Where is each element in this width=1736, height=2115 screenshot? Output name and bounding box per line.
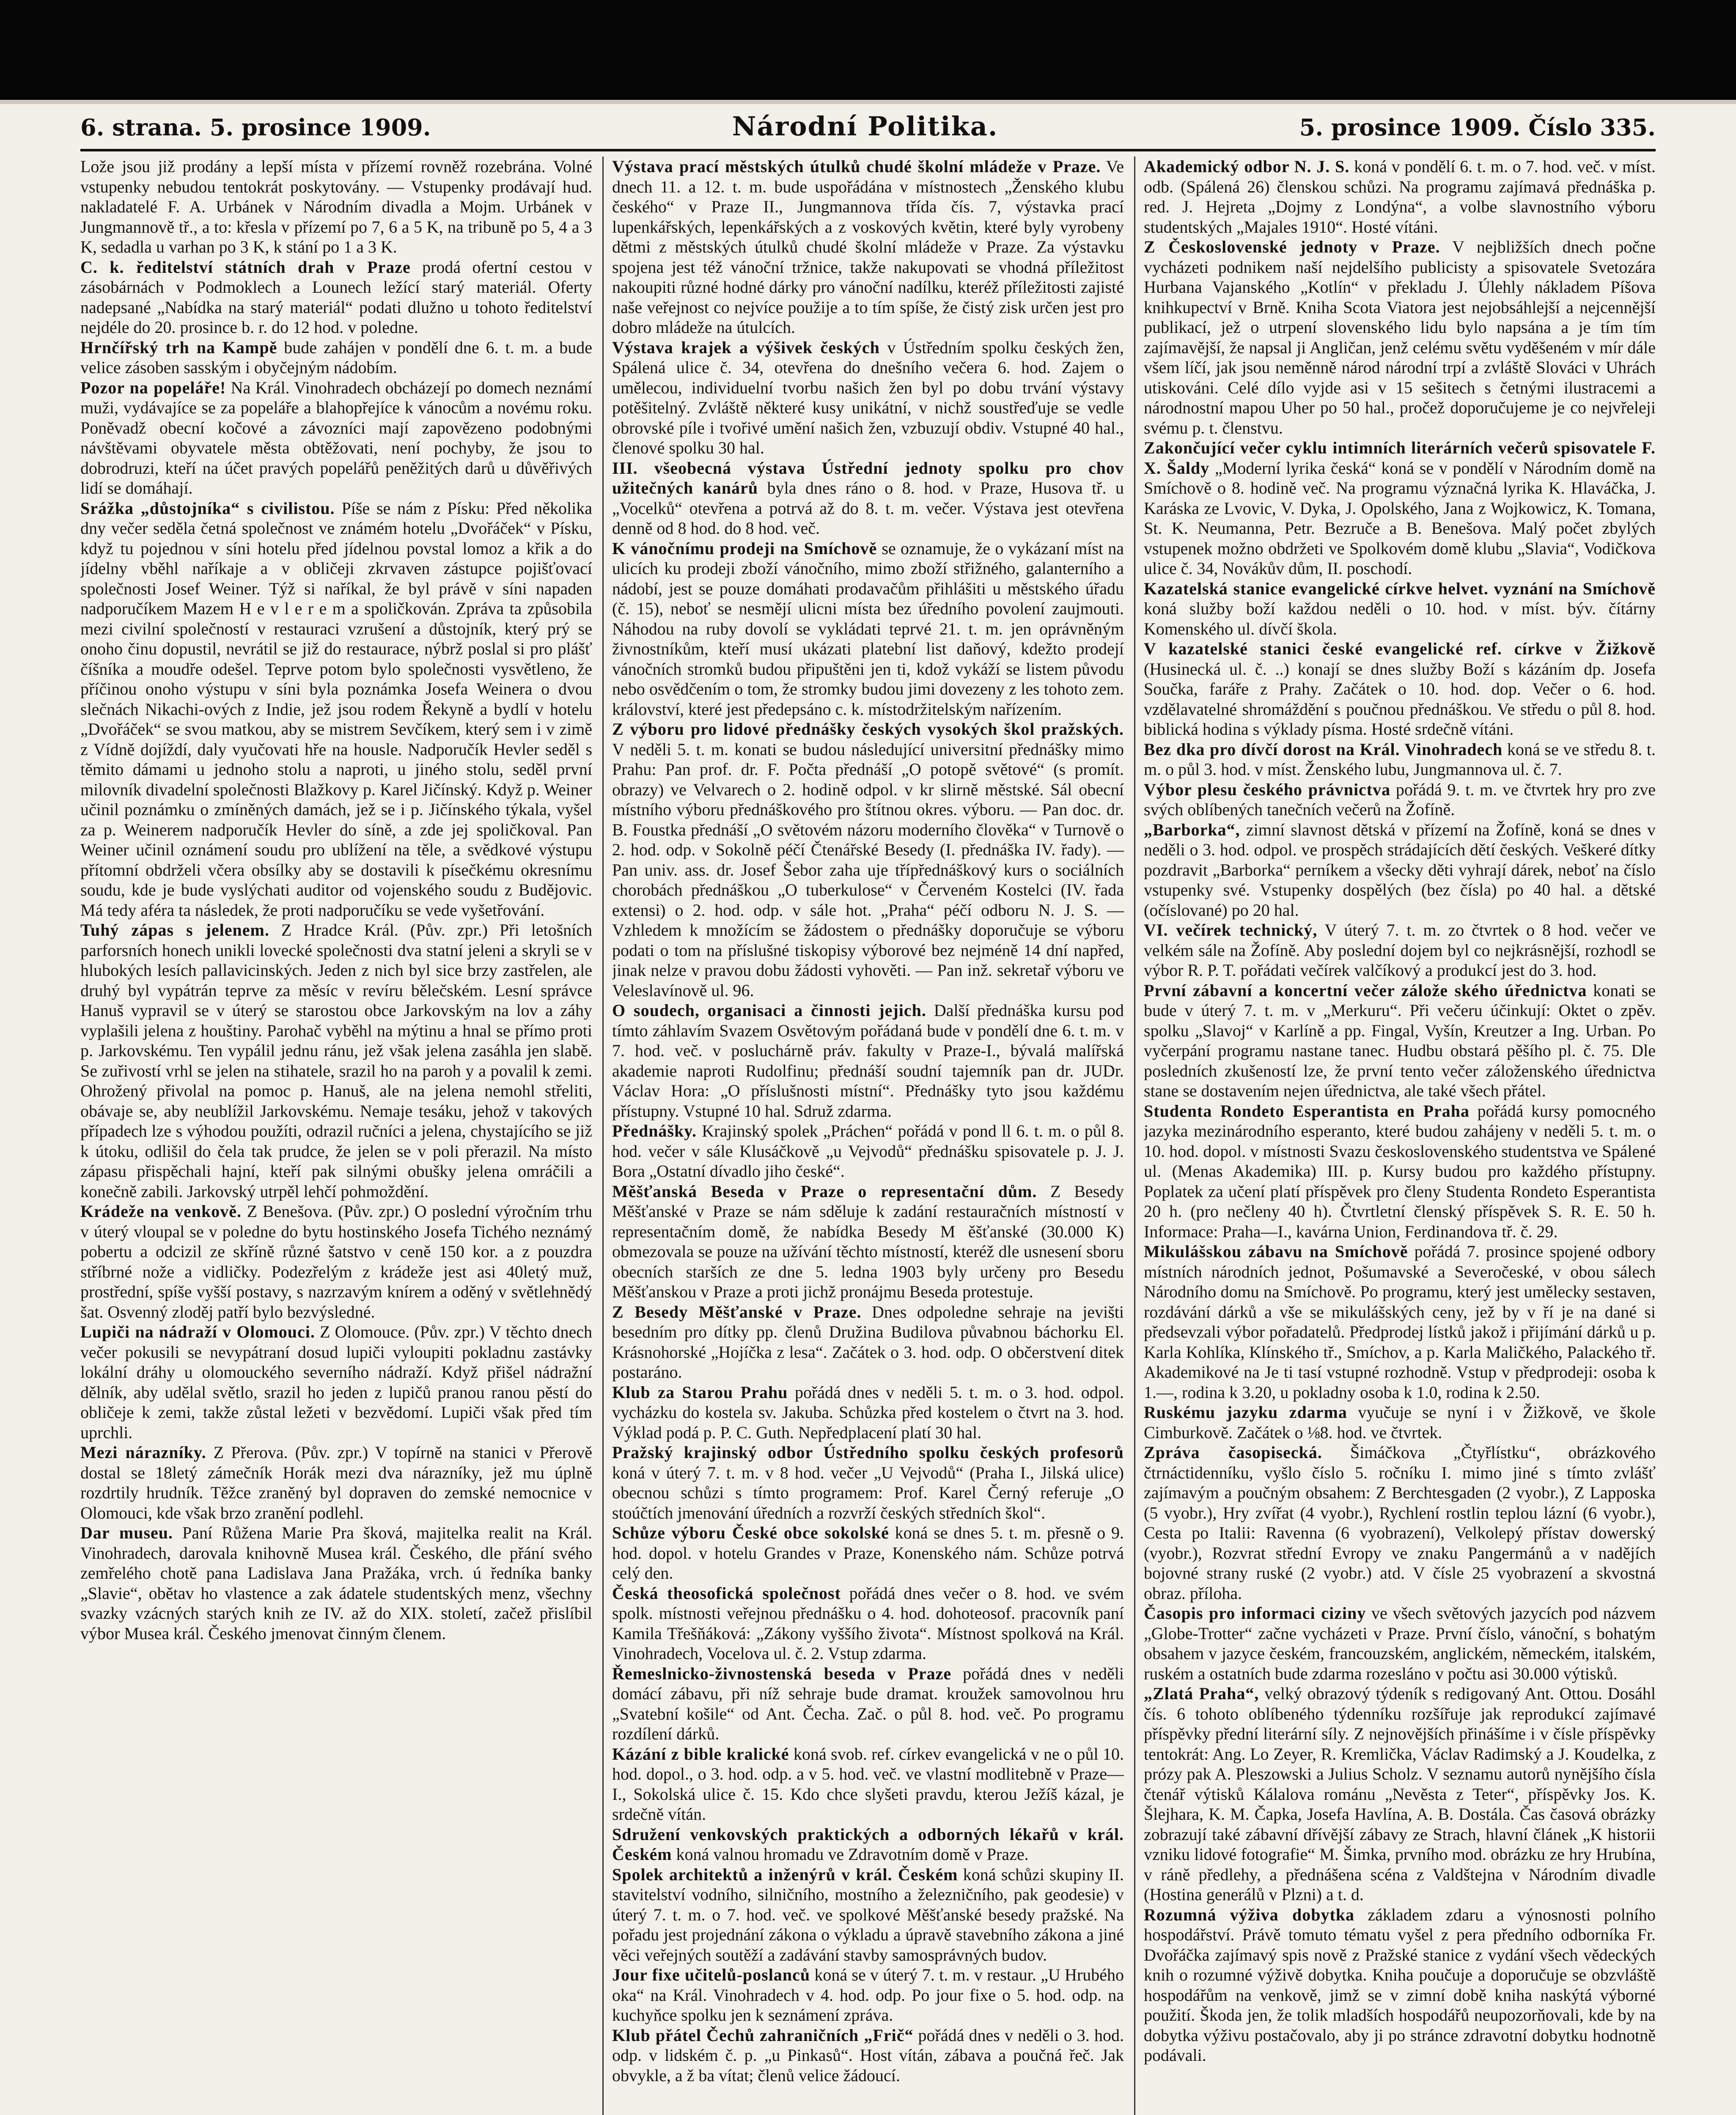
news-item-text: koná se dnes 5. t. m. přesně o 9. hod. dopol. v hotelu Grandes v Praze, Konenského nám. Schůze potrvá celý den. [612,1523,1124,1582]
news-item-text: koná schůzi skupiny II. stavitelství vodního, silničního, mostního a železničního, pak geodesie) v úterý 7. t. m. o 7. hod. več. ve spolkové Měšťanské besedy pražské. Na pořadu jest projednání zákona o výkladu a úpravě stavebního zákona a jiné věci veřejných soutěží a zadávání stavby samosprávných budov. [612,1865,1124,1964]
news-item [1144,639,1656,739]
news-item [80,257,592,338]
news-item-text: Paní Růžena Marie Pra šková, majitelka realit na Král. Vinohradech, darovala knihovně Musea král. Českého, dle přání svého zemřelého chotě pana Ladislava Jana Pražáka, vrch. ú ředníka banky „Slavie“, obětav ho vlastence a zak ádatele studentských menz, všechny svazky vzácných starých knih ze IV. až do XIX. století, začež přislíbil výbor Musea král. Českého jmenovat činným členem. [80,1523,592,1643]
news-item-text: koná valnou hromadu ve Zdravotním domě v Praze. [676,1845,1029,1864]
news-item-heading: K vánočnímu prodeji na Smíchově [612,538,877,558]
news-item-text: v Ústředním spolku českých žen, Spálená ulice č. 34, otevřena do dnešního večera 6. hod. Zajem o umělecou, individuelní tvorbu našich žen byl po dobu trvání výstavy potěšitelný. Zvláště některé kusy unikátní, v nichž soustřeďuje se vedle obrovské píle i tvořivé umění našich žen, vzbuzují obdiv. Vstupné 40 hal., členové spolku 30 hal. [612,338,1124,457]
news-item-text: Ve dnech 11. a 12. t. m. bude uspořádána v místnostech „Ženského klubu českého“ v Praze II., Jungmannova třída čís. 7, výstavka prací lupenkářských, lepenkářských a z voskových květin, které byly vyrobeny dětmi z městských útulků chudé školní mládeže v Praze. Za výstavku spojena jest též vánoční tržnice, takže nakupovati se vhodná příležitost nakoupiti různé hodné dárky pro vánoční nadílku, kteréž příležitosti zajisté naše veřejnost co nejvíce použije a to tím spíše, že čistý zisk určen jest pro dobro mládeže na útulcích. [612,157,1124,337]
news-item-heading: Sdružení venkovských praktických a odborných lékařů v král. Českém [612,1824,1124,1864]
news-item [80,498,592,920]
news-item-text: V úterý 7. t. m. zo čtvrtek o 8 hod. večer ve velkém sále na Žofíně. Aby poslední dojem byl co nejkrásnější, rozhodl se výbor R. P. T. pořádati večírek valčíkový a produkcí jest do 3. hod. [1144,920,1656,980]
news-item [612,1865,1124,1965]
scan-border-top [0,0,1736,100]
news-item-heading: Z Československé jednoty v Praze. [1144,237,1440,256]
news-item-text: ve všech světových jazycích pod názvem „Globe-Trotter“ začne vycházeti v Praze. První číslo, vánoční, s bohatým obsahem v jazyce českém, francouzském, anglickém, německém, italském, ruském a ostatních bude zdarma rozesláno v počtu asi 30.000 výtisků. [1144,1604,1656,1683]
news-item [1144,157,1656,237]
news-item-text: pořádá dnes večer o 8. hod. ve svém spolk. místnosti veřejnou přednášku o 4. hod. dohoteosof. pracovník paní Kamila Třešňáková: „Zákony vyššího života“. Místnost spolková na Král. Vinohradech, Vocelova ul. č. 2. Vstup zdarma. [612,1583,1124,1663]
news-item-text: velký obrazový týdeník s redigovaný Ant. Ottou. Dosáhl čís. 6 tohoto oblíbeného týdenníku rozšířuje jak reprodukcí zajímavé příspěvky přední literární síly. Z nejnovějších přinášíme i v čísle příspěvky tentokrát: Ang. Lo Zeyer, R. Kremlička, Václav Radimský a J. Koudelka, z prózy pak A. Pleszowski a Julius Scholz. V seznamu autorů nynějšího čísla čtenář výtisků Kálalova románu „Nevěsta z Teter“, příspěvky Jos. K. Šlejhara, K. M. Čapka, Josefa Havlína, A. B. Dostála. Čas časová obrázky zobrazují také zábavní dřívější zábavy ze Strach, hlavní článek „K historii vzniku lidové fotografie“ M. Šimka, prvního mod. obrázku ze hry Hrubína, v ráně předlehy, a přednášena scéna z Valdštejna v Národním divadle (Hostina generálů v Plzni) a t. d. [1144,1684,1656,1904]
news-item [80,338,592,378]
news-item-heading: Tuhý zápas s jelenem. [80,920,269,939]
news-item [612,1181,1124,1302]
news-item-heading: Studenta Rondeto Esperantista en Praha [1144,1101,1470,1121]
news-item [1144,1442,1656,1603]
news-item-heading: Přednášky. [612,1121,697,1140]
news-item-text: pořádá dnes v neděli o 3. hod. odp. v lidském č. p. „u Pinkasů“. Host vítán, zábava a poučná řeč. Jak obvykle, a ž ba vítat; členů velice žádoucí. [612,2025,1124,2085]
news-item [1144,1905,1656,2066]
news-item [80,1523,592,1643]
news-item [1144,1101,1656,1242]
news-item-heading: Mikulášskou zábavu na Smíchově [1144,1242,1408,1261]
news-item-heading: Pražský krajinský odbor Ústředního spolku českých profesorů [612,1443,1124,1462]
news-item [1144,920,1656,981]
news-item-text: pořádá 7. prosince spojené odbory místních národních jednot, Pošumavské a Severočeské, v obou sálech Národního domu na Smíchově. Po programu, který jest umělecky sestaven, rozdávání dárků a vše se mikulášských ceny, jež by v ří je na dané si předsevzali výbor pořadatelů. Předprodej lístků jakož i přijímání dárků u p. Karla Kohlíka, Klínského tř., Smíchov, a p. Karla Maličkého, Palackého tř. Akademikové na Je ti tasí vstupné rozhodně. Vstup v předprodeji: osoba k 1.—, rodina k 3.20, u pokladny osoba k 1.0, rodina k 2.50. [1144,1242,1656,1402]
news-item-heading: „Zlatá Praha“, [1144,1684,1259,1703]
news-item-heading: Česká theosofická společnost [612,1583,841,1603]
news-item-heading: Srážka „důstojníka“ s civilistou. [80,498,335,518]
news-item-heading: Schůze výboru České obce sokolské [612,1523,889,1542]
news-item-heading: Kazatelská stanice evangelické církve helvet. vyznání na Smíchově [1144,579,1656,598]
news-item-text: pořádá dnes v neděli domácí zábavu, při níž sehraje bude dramat. kroužek samovolnou hru „Svatební košile“ od Ant. Čecha. Zač. o půl 8. hod. več. Po programu rozdílení dárků. [612,1664,1124,1743]
masthead-title: Národní Politika. [732,111,998,142]
news-item-text: pořádá kursy pomocného jazyka mezinárodního esperanto, které budou zahájeny v neděli 5. t. m. o 10. hod. dopol. v místnosti Svazu československého studentstva ve Spálené ul. (Menas Akademika) III. p. Kursy budou pro každého přístupny. Poplatek za učení platí příspěvek pro členy Studenta Rondeto Esperantista 20 h. (pro nečleny 40 h). Čtvrtletní členský příspěvek S. R. E. 50 h. Informace: Praha—I., kavárna Union, Ferdinandova tř. č. 29. [1144,1101,1656,1241]
news-item-heading: Mezi nárazníky. [80,1443,206,1462]
news-item-heading: Kázání z bible kralické [612,1744,789,1763]
news-item [612,2025,1124,2086]
news-item-text: Z Hradce Král. (Pův. zpr.) Při letošních parforsních honech unikli lovecké společnosti dva statní jeleni a skryli se v hlubokých lesích pallavicinských. Jeden z nich byl sice brzy zastřelen, ale druhý byl vypátrán teprve za měsíc v revíru bělečském. Lesní správce Hanuš vypravil se v úterý se starostou obce Jarkovským na lov a záhy vyplašili jelena z houštiny. Parohač vyběhl na mýtinu a hnal se přímo proti p. Jarkovskému. Ten vypálil jednu ránu, jež však jelena zasáhla jen slabě. Se zuřivostí vrhl se jelen na stihatele, srazil ho na paroh y a povalil k zemi. Ohrožený přivolal na pomoc p. Hanuš, ale na jelena nemohl střeliti, obávaje se, aby neublížil Jarkovskému. Nemaje tesáku, jehož v takových případech lze s výhodou použíti, odrazil ručníci a jelena, chystajícího se již k útoku, odlišil do čela tak prudce, že jelen se v poli přerazil. Na místo zápasu přispěchali hajní, kteří pak silnými obušky jelena omráčili a konečně zabili. Jarkovský utrpěl lehčí pohmoždění. [80,920,592,1201]
news-item-text: Dnes odpoledne sehraje na jevišti besedním pro dítky pp. členů Družina Budilova půvabnou báchorku El. Krásnohorské „Hojíčka z lesa“. Začátek o 3. hod. odp. O občerstvení ditek postaráno. [612,1302,1124,1382]
news-item-text: Píše se nám z Písku: Před několika dny večer seděla četná společnost ve známém hotelu „Dvořáček“ v Písku, když tu pojednou v síni hotelu před jídelnou povstal lomoz a křik a do jídelny vběhl naříkaje a v obličeji zkrvaven zástupce pojišťovací společnosti Josef Weiner. Týž si naříkal, že byl právě v síni napaden nadporučíkem Mazem H e v l e r e m a spoličkován. Zpráva ta způsobila mezi civilní společností v restauraci vzrušení a důstojník, který prý se onoho činu dopustil, nevrátil se již do restaurace, nýbrž poslal si pro plášť číšníka a moudře odešel. Teprve potom bylo společnosti vysvětleno, že příčinou onoho výstupu v síni byla poznámka Josefa Weinera o dvou slečnách Nikachi-ových z Indie, jež jsou rodem Řekyně a bydlí v hotelu „Dvořáček“ se svou matkou, aby se mistrem Sevčíkem, který sem i v zimě z Vídně dojíždí, daly vyučovati hře na housle. Nadporučík Hevler seděl s těmito dámami u jednoho stolu a naproti, u jiného stolu, seděl první milovník divadelní společnosti Blažkovy p. Karel Jičínský. Když p. Weiner učinil poznámku o zmíněných damách, jež se i p. Jičínského týkala, vyšel za p. Weinerem nadporučík Hevler do síně, a zde jej spoličkoval. Pan Weiner učinil oznámení soudu pro ublížení na těle, a svědkové výstupu přítomní obdrželi včera obsílky aby se dostavili k písečkému okresnímu soudu, kde je bude vyslýchati auditor od vojenského soudu z Budějovic. Má tedy aféra ta následek, že proti nadporučíku se vede vyšetřování. [80,498,592,920]
news-item [612,1744,1124,1824]
news-item-heading: C. k. ředitelství státních drah v Praze [80,257,411,277]
news-item [1144,438,1656,579]
news-item-heading: Pozor na popeláře! [80,378,226,397]
news-item [612,1302,1124,1382]
news-item [80,920,592,1201]
news-item-heading: Měšťanská Beseda v Praze o representační dům. [612,1181,1037,1201]
news-item-text: pořádá dnes v neděli 5. t. m. o 3. hod. odpol. vycházku do kostela sv. Jakuba. Schůzka před kostelem o čtvrt na 3. hod. Výklad podá p. P. C. Guth. Nepředplacení platí 30 hal. [612,1382,1124,1442]
news-item [1144,1242,1656,1402]
news-item [1144,1402,1656,1442]
news-item-heading: Výstava krajek a výšivek českých [612,338,880,357]
news-item-heading: Rozumná výživa dobytka [1144,1905,1355,1924]
news-item-heading: Zakončující večer cyklu intimních literárních večerů spisovatele F. X. Šaldy [1144,438,1656,478]
scan-edge [0,100,1736,104]
news-item [612,1442,1124,1523]
news-item [1144,1603,1656,1684]
news-item-text: Lože jsou již prodány a lepší místa v přízemí rovněž rozebrána. Volné vstupenky nebudou tentokrát poskytovány. — Vstupenky prodávají hud. nakladatelé F. A. Urbánek v Národním divadla a Mojm. Urbánek v Jungmannově tř., a to: křesla v přízemí po 7, 6 a 5 K, na tribuně po 5, 4 a 3 K, sedadla u varhan po 3 K, k stání po 1 a 3 K. [80,157,592,256]
news-item-text: „Moderní lyrika česká“ koná se v pondělí v Národním domě na Smíchově o 8. hodině več. Na programu význačná lyrika K. Hlaváčka, J. Karáska ze Lvovic, V. Dyka, J. Opolského, Jana z Wojkowicz, K. Tomana, St. K. Neumanna, Petr. Bezruče a B. Benešova. Malý počet zbylých vstupenek možno obdržeti ve Spolkovém domě klubu „Slavia“, Vodičkova ulice č. 34, Novákův dům, II. poschodí. [1144,458,1656,578]
news-item-text: koná se ve středu 8. t. m. o půl 3. hod. v míst. Ženského lubu, Jungmannova ul. č. 7. [1144,739,1656,779]
news-item-text: koná svob. ref. církev evangelická v ne o půl 10. hod. dopol., o 3. hod. odp. a v 5. hod. več. ve vlastní modlitebně v Praze—I., Sokolská ulice č. 15. Kdo chce slyšeti pravdu, kterou Ježíš kázal, je srdečně vítán. [612,1744,1124,1824]
news-item-text: byla dnes ráno o 8. hod. v Praze, Husova tř. u „Vocelků“ otevřena a potrvá až do 8. t. m. večer. Výstava jest otevřena denně od 8 hod. do 8 hod. več. [612,478,1124,538]
news-item-heading: Dar museu. [80,1523,173,1542]
news-item [80,1442,592,1523]
news-item-text: (Husinecká ul. č. ..) konají se dnes služby Boží s kázáním dp. Josefa Součka, faráře z Prahy. Začátek o 10. hod. dop. Večer o 6. hod. vzdělavatelné shromáždění s poučnou přednáškou. Ve středu o půl 8. hod. biblická hodina s výklady písma. Hosté srdečně vítáni. [1144,659,1656,739]
news-item-heading: Zpráva časopisecká. [1144,1443,1322,1462]
column-1 [80,157,592,2115]
news-item [612,719,1124,1000]
page-header [80,111,1656,149]
news-item-text: pořádá 9. t. m. ve čtvrtek hry pro zve svých oblíbených tanečních večerů na Žofíně. [1144,780,1656,819]
news-item-heading: Klub za Starou Prahu [612,1382,788,1402]
news-item-text: Další přednáška kursu pod tímto záhlavím Svazem Osvětovým pořádaná bude v pondělí dne 6. t. m. v 7. hod. več. v posluchárně práv. fakulty v Praze-I., bývalá malířská akademie naproti Rudolfinu; přednáší soudní tajemník pan dr. JUDr. Václav Hora: „O příslušnosti místní“. Přednášky tyto jsou každému přístupny. Vstupné 10 hal. Sdruž zdarma. [612,1001,1124,1121]
news-item [612,1000,1124,1121]
news-item-heading: Jour fixe učitelů-poslanců [612,1965,810,1984]
news-item-heading: Bez dka pro dívčí dorost na Král. Vinohradech [1144,739,1503,759]
news-item-text: Z Přerova. (Pův. zpr.) V topírně na stanici v Přerově dostal se 18letý zámečník Horák mezi dva nárazníky, jež mu úplně rozdrtily hrudník. Těžce zraněný byl dopraven do zemské nemocnice v Olomouci, kde však brzo zranění podlehl. [80,1443,592,1522]
news-item-heading: III. všeobecná výstava Ústřední jednoty spolku pro chov užitečných kanárů [612,458,1124,497]
news-item [612,1824,1124,1865]
header-date-right: 5. prosince 1909. Číslo 335. [1299,114,1656,141]
news-item [1144,1684,1656,1905]
news-item [612,157,1124,338]
news-item-text: prodá ofertní cestou v zásobárnách v Podmoklech a Lounech ležící starý materiál. Oferty nadepsané „Nabídka na starý materiál“ podati dlužno u tohoto ředitelství nejdéle do 20. prosince b. r. do 12 hod. v poledne. [80,257,592,337]
news-item-text: zimní slavnost dětská v přízemí na Žofíně, koná se dnes v neděli o 3. hod. odpol. ve prospěch strádajících dětí českých. Veškeré dítky pozdravit „Barborka“ perníkem a všecky děti vyhrají dárek, neboť na číslo vstupenky své. Vstupenky dospělých (bez čísla) po 40 hal. a dětské (očíslované) po 20 hal. [1144,820,1656,920]
news-item-heading: Z Besedy Měšťanské v Praze. [612,1302,862,1321]
news-item-text: základem zdaru a výnosnosti polního hospodářství. Právě tomuto tématu vyšel z pera předního odborníka Fr. Dvořáčka zajímavý spis nově z Pražské stanice z vydání všech vědeckých knih o rozumné výživě dobytka. Kniha poučuje a doporučuje se obzvláště hospodářům na venkově, jimž se v zimní době kniha naskýtá výborné použití. Škoda jen, že tolik mladších hospodářů neupozorňovali, kde by na dobytka výživu postačovalo, aby ji po stránce zdravotní dobytku hodnotně podávali. [1144,1905,1656,2065]
news-item-heading: Výbor plesu českého právnictva [1144,780,1391,799]
news-item [80,157,592,257]
news-item-text: bude zahájen v pondělí dne 6. t. m. a bude velice zásoben sasským i obyčejným nádobím. [80,338,592,377]
news-item [80,1322,592,1442]
news-item-text: Z Benešova. (Pův. zpr.) O poslední výročním trhu v úterý vloupal se v poledne do bytu hostinského Josefa Tichého neznámý pobertu a odcizil ze skříně různé šatstvo v ceně 150 kor. a z pouzdra stříbrné nože a vidličky. Podezřelým z krádeže jest asi 40letý muž, prostřední, spíše vyšší postavy, s nazrzavým knírem a oděný v světlehnědý šat. Osvenný zloděj patří bylo bezvýsledné. [80,1202,592,1321]
news-item-heading: „Barborka“, [1144,820,1240,839]
news-item-text: vyučuje se nyní i v Žižkově, ve škole Cimburkově. Začátek o ⅛8. hod. ve čtvrtek. [1144,1403,1656,1442]
news-item [612,538,1124,720]
news-item [612,1664,1124,1744]
news-item-text: koná služby boží každou neděli o 10. hod. v míst. býv. čítárny Komenského ul. dívčí škola. [1144,599,1656,638]
news-item-text: V nejbližších dnech počne vycházeti podnikem naší nejdelšího publicisty a spisovatele Svetozára Hurbana Vajanského „Kotlín“ v překladu J. Úlehly nákladem Píšova knihkupectví v Brně. Kniha Scota Viatora jest nejobsáhlejší a nejcennější publikací, jež o utrpení slovenského lidu bylo napsána a je tím tím zajímavější, že napsal ji Angličan, jenž celému světu vyděšeném v mír dále všem líčí, jak jsou neměnně národ národní trpí a zvláště Slováci v Uhrách utiskováni. Celé dílo vyjde asi v 15 sešitech s četnými ilustracemi a národnostní mapou Uher po 50 hal., pročež doporučujeme je co nejvřeleji svému p. t. členstvu. [1144,237,1656,437]
news-item-text: Z Olomouce. (Pův. zpr.) V těchto dnech večer pokusili se nevypátraní dosud lupiči vyloupiti pokladnu zastávky lokální dráhy u olomouckého severního nádraží. Když přišel nádražní dělník, aby udělal světlo, srazil ho jeden z lupičů pranou ranou pěstí do obličeje k zemi, takže zůstal ležeti v bezvědomí. Lupiči však před tím uprchli. [80,1322,592,1442]
news-item-heading: Krádeže na venkově. [80,1202,242,1221]
news-item-heading: V kazatelské stanici české evangelické ref. církve v Žižkově [1144,639,1656,658]
column-2 [612,157,1124,2115]
news-item-heading: O soudech, organisaci a činnosti jejich. [612,1001,926,1020]
news-item [612,1121,1124,1181]
news-item-heading: Řemeslnicko-živnostenská beseda v Praze [612,1664,952,1683]
news-item-text: Šimáčkova „Čtyřlístku“, obrázkového čtrnáctidenníku, vyšlo číslo 5. ročníku I. mimo jiné s tímto zvlášť zajímavým a poučným obsahem: Z Berchtesgaden (2 vyobr.), Z Lapposka (5 vyobr.), Hry zvířat (4 vyobr.), Rychlení rostlin teplou lázní (6 vyobr.), Cesta po Italii: Ravenna (6 vyobrazení), Velkolepý přístav dowerský (vyobr.), Rozvrat střední Evropy ve znaku Pangermánů a v nadějích bojovné strany ruské (2 vyobr.) atd. V čísle 25 vyobrazení a skvostná obraz. příloha. [1144,1443,1656,1603]
column-3 [1144,157,1656,2115]
news-item [612,458,1124,538]
news-item-heading: První zábavní a koncertní večer zálože ského úřednictva [1144,981,1587,1000]
news-item-heading: Z výboru pro lidové přednášky českých vysokých škol pražských. [612,720,1124,739]
news-item-text: koná se v úterý 7. t. m. v restaur. „U Hrubého oka“ na Král. Vinohradech v 4. hod. odp. Po jour fixe o 5. hod. odp. na kuchyňce spolku jen k seznámení zpráva. [612,1965,1124,2024]
news-item-heading: VI. večírek technický, [1144,920,1318,939]
news-item-heading: Výstava prací městských útulků chudé školní mládeže v Praze. [612,157,1101,176]
news-item [612,338,1124,458]
news-item-text: V neděli 5. t. m. konati se budou následující universitní přednášky mimo Prahu: Pan prof. dr. F. Počta přednáší „O potopě světové“ (s promít. obrazy) ve Velvarech o 2. hodině odpol. v kr slirně městské. Sál obecní místního výboru přednáškového pro štítnou okres. výboru. — Pan doc. dr. B. Foustka přednáší „O světovém názoru moderního člověka“ v Turnově o 2. hod. odp. v Sokolně péčí Čtenářské Besedy (I. přednáška IV. řady). — Pan univ. ass. dr. Josef Šebor zaha uje třípřednáškový kurs o sociálních chorobách přednáškou „O tuberkulose“ v Červeném Kostelci (IV. řada extensi) o 2. hod. odp. v sále hot. „Praha“ péčí odboru N. J. S. — Vzhledem k množícím se žádostem o přednášky doporučuje se výboru podati o tom na příslušné tiskopisy výborové bez nejméně 14 dní napřed, jinak nelze v pravou dobu žádosti vyhověti. — Pan inž. sekretař výboru ve Veleslavínově ul. 96. [612,739,1124,1000]
news-item-text: se oznamuje, že o vykázaní míst na ulicích ku prodeji zboží vánočního, mimo zboží střižného, galanterního a nádobí, jest se pouze domáhati prodavačům přihlášiti u městského úřadu (č. 15), neboť se nesmějí ulicni místa bez úředního povolení zaujmouti. Náhodou na ruby dovolí se vykládati teprvé 21. t. m. jen oprávněným živnostníkům, kteří musí ukázati platební list daňový, kdežto prodejí vánočních stromků budou připuštěni jen ti, kdož vykáží se listem původu nebo osvědčením o tom, že stromky budou jimi dovezeny z les tohoto zem. království, které jest předepsáno c. k. místodržitelským nařízením. [612,538,1124,719]
header-rule [80,149,1656,151]
news-item [612,1523,1124,1583]
news-item-heading: Ruskému jazyku zdarma [1144,1403,1347,1422]
news-item [80,378,592,498]
news-item-heading: Hrnčířský trh na Kampě [80,338,277,357]
news-item-text: konati se bude v úterý 7. t. m. v „Merkuru“. Při večeru účinkují: Oktet o zpěv. spolku „Slavoj“ v Karlíně a pp. Fingal, Vyšín, Kreutzer a Ing. Urban. Po vyčerpání programu nastane tanec. Hudbu obstará pěšího pl. č. 75. Dle posledních zkušeností lze, že první tento večer záloženského úřednictva stane se dostavením nejen úřednictva, ale také všech přátel. [1144,981,1656,1100]
news-item-heading: Časopis pro informaci ciziny [1144,1604,1366,1623]
header-date-left: 6. strana. 5. prosince 1909. [80,114,431,141]
news-item [612,1382,1124,1443]
news-item [1144,237,1656,438]
news-item-heading: Klub přátel Čechů zahraničních „Frič“ [612,2025,914,2045]
news-item [1144,739,1656,780]
news-item [1144,579,1656,639]
news-item [612,1965,1124,2025]
news-item [80,1201,592,1322]
news-item-heading: Spolek architektů a inženýrů v král. Českém [612,1865,958,1884]
news-item-heading: Akademický odbor N. J. S. [1144,157,1350,176]
news-item-text: Krajinský spolek „Práchen“ pořádá v pond ll 6. t. m. o půl 8. hod. večer v sále Klusáčkově „u Vejvodů“ přednášku spisovatele p. J. J. Bora „Ostatní dívadlo jiho české“. [612,1121,1124,1181]
news-item-heading: Lupiči na nádraží v Olomouci. [80,1322,315,1341]
news-item-text: Na Král. Vinohradech obcházejí po domech neznámí muži, vydávajíce se za popeláře a blahopřejíce k vánocům a novému roku. Poněvadž obecní kočové a závozníci mají zapovězeno podobnými návštěvami obyvatele města obtěžovati, není pochyby, že jsou to dobrodruzi, kteří na účet pravých popelářů peněžitých darů u důvěřivých lidí se domáhají. [80,378,592,497]
news-item [1144,981,1656,1101]
news-item-text: koná v pondělí 6. t. m. o 7. hod. več. v míst. odb. (Spálená 26) členskou schůzi. Na programu zajímavá přednáška p. red. J. Hejreta „Dojmy z Londýna“, a volbe slavnostního výboru studentských „Majales 1910“. Hosté vítáni. [1144,157,1656,236]
article-columns [80,157,1656,2115]
news-item-text: koná v úterý 7. t. m. v 8 hod. večer „U Vejvodů“ (Praha I., Jilská ulice) obecnou schůzi s tímto programem: Prof. Karel Černý referuje „O stoúčtích jmenování úředních a rozvrží českých středních škol“. [612,1463,1124,1522]
news-item [1144,780,1656,820]
news-item [612,1583,1124,1664]
news-item-text: Z Besedy Měšťanské v Praze se nám sděluje k zadání restauračních místností v representačním domě, že nabídka Besedy M ěšťanské (30.000 K) obmezovala se pouze na užívání těchto místností, kteréž dle usnesení sboru obecních starších ze dne 5. ledna 1903 byly určeny pro Besedu Měšťanskou v Praze a proti jichž pronájmu Beseda protestuje. [612,1181,1124,1301]
news-item [1144,820,1656,920]
